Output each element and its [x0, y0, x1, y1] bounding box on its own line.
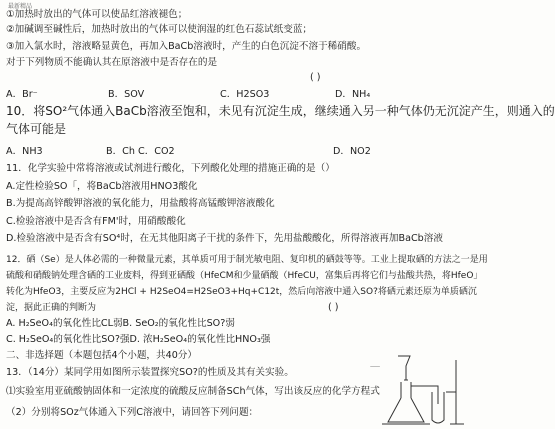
svg-text:⸺: ⸺ — [370, 363, 381, 370]
option-b: B.为提高高锌酸钾溶液的氧化能力，用盐酸将高锰酸钾溶液酸化 — [6, 198, 275, 209]
question-12-cont: 硫酸和硝酸钠处理含硒的工业废料，得到亚硒酸（HfeCM和少量硒酸（HfeCU，富集后再将它们与盐酸共热，将HfeO」 — [6, 271, 483, 281]
option-d: D．NH₄ — [335, 89, 371, 100]
option-c: C.检验溶液中是否含有FM'时，用硝酸酸化 — [6, 216, 186, 227]
question-10: 10．将SO²气体通入BaCb溶液至饱和，未见有沉淀生成，继续通入另一种气体仍无沉淀产生，则通入的 — [6, 104, 555, 118]
option-d: D．NO2 — [333, 146, 371, 157]
header-tag: 最新精品 — [8, 3, 33, 10]
option-a: A．Br⁻ — [6, 89, 38, 100]
question-13-part2: （2）分别将SOz气体通入下列C溶液中，请回答下列问题： — [6, 407, 259, 418]
option-b: B．SOV — [108, 89, 145, 100]
question-12: 12．硒（Se）是人体必需的一种微量元素，其单质可用于制光敏电阻、复印机的硒鼓等等。工业上提取硒的方法之一是用 — [6, 255, 488, 265]
question-13: 13．（14分）某同学用如图所示装置探究SO?的性质及其有关实验。 — [6, 367, 294, 378]
section-heading: 二、非选择题（本题包括4个小题，共40分） — [6, 350, 197, 361]
question-10-cont: 气体可能是 — [6, 122, 67, 136]
option-c: C．H2SO3 — [220, 89, 270, 100]
answer-blank: ( ) — [310, 72, 321, 83]
question-13-part1: ⑴实验室用亚硫酸钠固体和一定浓度的硫酸反应制备SCh气体，写出该反应的化学方程式 — [6, 386, 380, 397]
text-line: 对于下列物质不能确认其在原溶液中是否存在的是 — [6, 57, 218, 68]
text-line: ②加碱调至碱性后，加热时放出的气体可以使润湿的红色石蕊试纸变蓝； — [6, 24, 313, 35]
question-12-cont: 转化为HfeO3，主要反应为2HCl + H2SeO4=H2SeO3+Hq+C12t，然后向溶液中通入SO?将硒元素还原为单质硒沉 — [6, 287, 477, 297]
text-line: ③加入氯水时，溶液略显黄色，再加入BaCb溶液时，产生的白色沉淀不溶于稀硝酸。 — [6, 41, 367, 52]
lab-apparatus-figure — [368, 352, 472, 428]
question-12-cont: 淀，据此正确的判断为 — [6, 303, 97, 313]
option-d: D.检验溶液中是否含有SO⁴时，在无其他阳离子干扰的条件下，先用盐酸酸化，所得溶液再加BaCb溶液 — [6, 233, 443, 244]
option-bc: B．Ch C．CO2 — [106, 146, 175, 157]
option-a: A.定性检验SO「，将BaCb溶液用HNO3酸化 — [6, 181, 198, 192]
option-cd: C. H₂SeO₄的氧化性比SO?强D. 浓H₂SeO₄的氧化性比HNO₃强 — [6, 334, 271, 345]
text-line: ①加热时放出的气体可以使品红溶液褪色； — [6, 9, 188, 20]
question-11: 11．化学实验中常将溶液或试剂进行酸化，下列酸化处理的措施正确的是（） — [6, 163, 335, 174]
answer-blank: ( ) — [328, 302, 339, 313]
option-a: A．NH3 — [6, 146, 43, 157]
option-ab: A. H₂SeO₄的氧化性比CL弱B. SeO₂的氧化性比SO?弱 — [6, 318, 235, 329]
